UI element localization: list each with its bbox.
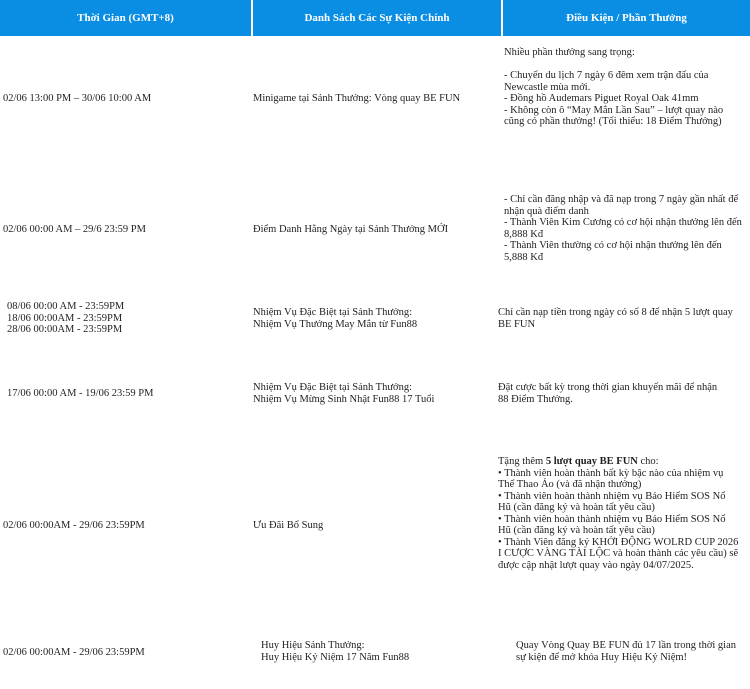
row2-time: 02/06 00:00 AM – 29/6 23:59 PM xyxy=(3,224,146,235)
row6-reward: Quay Vòng Quay BE FUN đủ 17 lần trong thời gian sự kiện để mở khóa Huy Hiệu Kỷ Niệm! xyxy=(516,640,737,663)
row3-time: 08/06 00:00 AM - 23:59PM 18/06 00:00AM - 23:59PM 28/06 00:00AM - 23:59PM xyxy=(7,301,125,335)
row1-event: Minigame tại Sảnh Thưởng: Vòng quay BE FUN xyxy=(253,93,461,104)
header-time: Thời Gian (GMT+8) xyxy=(0,0,251,36)
row5-reward-list: • Thành viên hoàn thành bất kỳ bậc nào của nhiệm vụ Thể Thao Ảo (và đã nhận thưởng) • Thành viên hoàn thành nhiệm vụ Bảo Hiểm SOS Nổ Hũ (cần đăng ký và hoàn tất yêu cầu) • Thành viên hoàn thành nhiệm vụ Bảo Hiểm SOS Nổ Hũ (cần đăng ký và hoàn tất yêu cầu) • Thành Viên đăng ký KHỞI ĐỘNG WOLRD CUP 2026 I CƯỢC VÀNG TÀI LỘC và hoàn thành các yêu cầu) sẽ được cập nhật lượt quay vào ngày 04/07/2025. xyxy=(498,467,739,571)
row5-reward-after: cho: xyxy=(637,456,659,467)
row2-reward: - Chỉ cần đăng nhập và đã nạp trong 7 ngày gần nhất để nhận quà điểm danh - Thành Viên Kim Cương có cơ hội nhận thưởng lên đến 8,888 Kđ - Thành Viên thường có cơ hội nhận thưởng lên đến 5,888 Kđ xyxy=(504,194,742,263)
row6-time: 02/06 00:00AM - 29/06 23:59PM xyxy=(3,647,145,658)
row5-reward xyxy=(498,456,740,571)
row5-event: Ưu Đãi Bổ Sung xyxy=(253,520,324,531)
row5-reward-intro: Tặng thêm xyxy=(498,456,546,467)
row1-time: 02/06 13:00 PM – 30/06 10:00 AM xyxy=(3,93,152,104)
row5-time: 02/06 00:00AM - 29/06 23:59PM xyxy=(3,520,145,531)
row1-reward: Nhiều phần thưởng sang trọng: - Chuyến du lịch 7 ngày 6 đêm xem trận đấu của Newcastle mùa mới. - Đồng hồ Audemars Piguet Royal Oak 41mm - Không còn ô “May Mắn Lần Sau” – lượt quay nào cũng có phần thưởng! (Tối thiểu: 18 Điểm Thưởng) xyxy=(504,47,724,127)
row4-event: Nhiệm Vụ Đặc Biệt tại Sảnh Thưởng: Nhiệm Vụ Mừng Sinh Nhật Fun88 17 Tuổi xyxy=(253,382,435,405)
row2-event: Điểm Danh Hằng Ngày tại Sảnh Thưởng MỚI xyxy=(253,224,449,235)
row5-reward-bold: 5 lượt quay BE FUN xyxy=(545,456,638,467)
row3-event: Nhiệm Vụ Đặc Biệt tại Sảnh Thưởng: Nhiệm Vụ Thưởng May Mắn từ Fun88 xyxy=(253,307,418,330)
header-rewards: Điều Kiện / Phần Thưởng xyxy=(503,0,750,36)
header-events: Danh Sách Các Sự Kiện Chính xyxy=(253,0,501,36)
row4-reward: Đặt cược bất kỳ trong thời gian khuyến mãi để nhận 88 Điểm Thưởng. xyxy=(498,382,718,405)
row4-time: 17/06 00:00 AM - 19/06 23:59 PM xyxy=(7,388,154,399)
row6-event: Huy Hiệu Sảnh Thưởng: Huy Hiệu Kỷ Niệm 17 Năm Fun88 xyxy=(261,640,410,663)
row3-reward: Chỉ cần nạp tiền trong ngày có số 8 để nhận 5 lượt quay BE FUN xyxy=(498,307,733,330)
